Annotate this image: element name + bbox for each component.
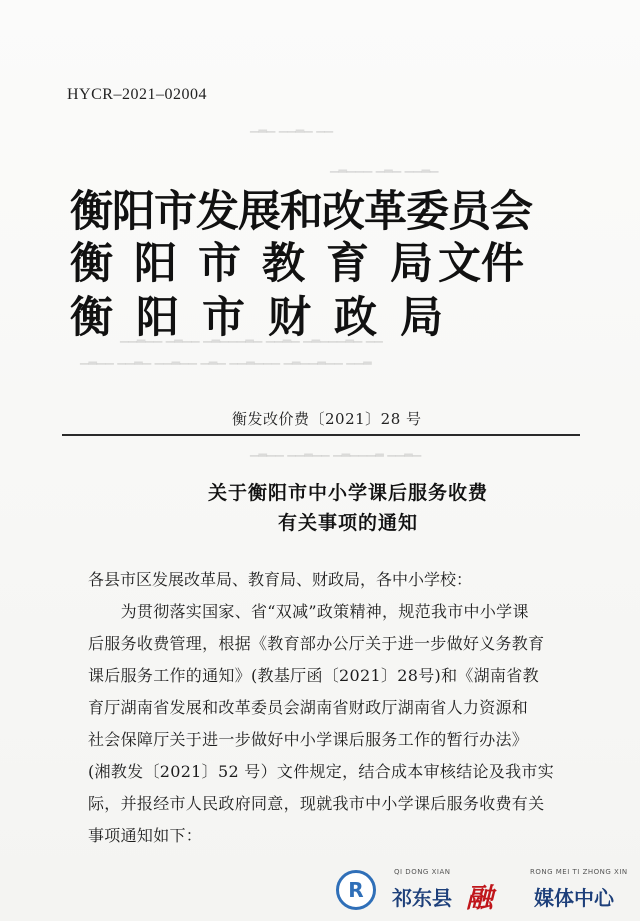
body-text-line: 事项通知如下： xyxy=(88,826,203,845)
header-char: 衡 xyxy=(70,239,119,289)
header-divider xyxy=(62,434,580,436)
header-char: 政 xyxy=(334,293,383,343)
notice-title-line2: 有关事项的通知 xyxy=(277,512,418,534)
body-text-line: 育厅湖南省发展和改革委员会湖南省财政厅湖南省人力资源和 xyxy=(88,698,529,717)
brand-media-center-name: 媒体中心 xyxy=(534,886,614,910)
bleed-through-text: ▁▂▁▁▁ ▁▂▁ ▁▁▂▁ xyxy=(330,160,439,173)
media-center-watermark xyxy=(330,862,630,918)
header-char: 育 xyxy=(326,239,375,289)
body-text-line: 后服务收费管理，根据《教育部办公厅关于进一步做好义务教育 xyxy=(88,634,545,653)
header-char: 教 xyxy=(262,239,311,289)
bleed-through-text: ▁▂▁ ▁▁▂▁ ▁▁ xyxy=(250,120,334,133)
brand-pinyin-left: QI DONG XIAN xyxy=(394,868,451,876)
header-char: 财 xyxy=(268,293,317,343)
header-char: 市 xyxy=(202,293,251,343)
bleed-through-text: ▁▂▁▁ ▁▁▂▁ ▁▁▂▁▁ ▁▂▁ ▁▁▂▁▁▁ ▁▂▁▁▂▁▁ ▁▁▂ xyxy=(80,352,372,365)
brand-calligraphy-mark: 融 xyxy=(466,883,493,914)
notice-title-line1: 关于衡阳市中小学课后服务收费 xyxy=(207,482,488,504)
document-number: 衡发改价费〔2021〕28 号 xyxy=(232,410,422,428)
bleed-through-text: ▁▂▁▁ ▁▁▂▁▁ ▁▂▁▁▁▂ ▁▁▂▁ xyxy=(250,444,422,457)
brand-pinyin-right: RONG MEI TI ZHONG XIN xyxy=(530,868,628,876)
issuer-line-finance-bureau xyxy=(70,284,466,345)
header-char: 局 xyxy=(400,293,449,343)
brand-county-name: 祁东县 xyxy=(392,886,452,910)
header-char: 阳 xyxy=(134,239,183,289)
issuer-line-education-bureau xyxy=(70,230,524,291)
issuer-line-development-reform-commission: 衡阳市发展和改革委员会 xyxy=(70,187,532,237)
body-text-line: 际，并报经市人民政府同意，现就我市中小学课后服务收费有关 xyxy=(88,794,545,813)
header-char: 局 xyxy=(390,239,439,289)
salutation: 各县市区发展改革局、教育局、财政局，各中小学校： xyxy=(88,570,473,589)
header-char: 衡 xyxy=(70,293,119,343)
document-code: HYCR–2021–02004 xyxy=(67,86,207,103)
body-text-line: 为贯彻落实国家、省“双减”政策精神，规范我市中小学课 xyxy=(88,602,529,621)
body-text-line: (湘教发〔2021〕52 号）文件规定，结合成本审核结论及我市实 xyxy=(88,762,555,781)
media-logo-icon: R xyxy=(336,870,376,910)
header-doc-suffix: 文件 xyxy=(438,239,524,289)
bleed-through-text: ▁▁▂▁▁ ▁▂▁▁ ▁▂▁▁▁▂▁ ▁▁▂▁ ▁▂▁▁▁▂▁ ▁▁ xyxy=(120,330,383,343)
body-text-line: 课后服务工作的通知》(教基厅函〔2021〕28号)和《湖南省教 xyxy=(88,666,539,685)
header-char: 阳 xyxy=(136,293,185,343)
header-char: 市 xyxy=(198,239,247,289)
body-text-line: 社会保障厅关于进一步做好中小学课后服务工作的暂行办法》 xyxy=(88,730,529,749)
